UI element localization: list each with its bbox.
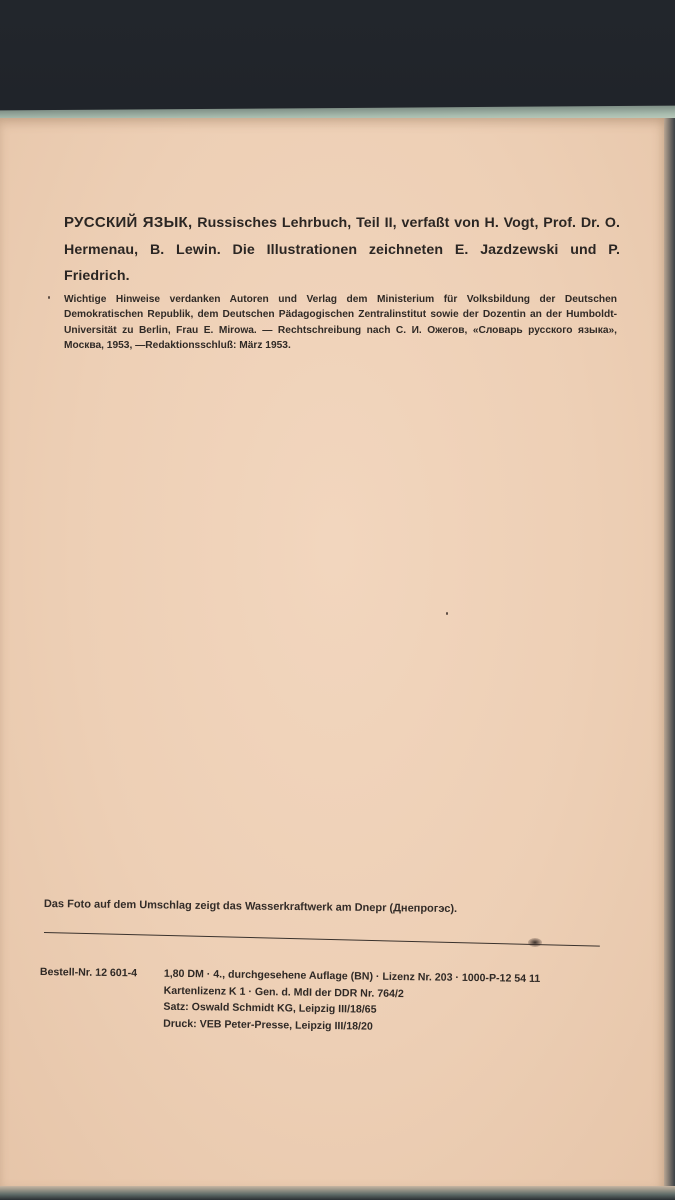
cover-photo-note: Das Foto auf dem Umschlag zeigt das Wasserkraftwerk am Dnepr (Днепрогэс). <box>43 897 458 916</box>
ink-stain <box>528 938 542 947</box>
paper-speck <box>48 296 50 299</box>
paper-speck <box>446 612 448 615</box>
credits-paragraph <box>64 210 620 290</box>
russian-title: РУССКИЙ ЯЗЫК, <box>64 214 193 231</box>
acknowledgements-paragraph: Wichtige Hinweise verdanken Autoren und Verlag dem Ministerium für Volksbildung der Deutschen Demokratischen Republik, dem Deutschen Pädagogischen Zentralinstitut sowie der Dozentin an der Humboldt-Universität zu Berlin, Frau E. Mirowa. — Rechtschreibung nach С. И. Ожегов, «Словарь русского языка», Москва, 1953, —Redaktionsschluß: März 1953. <box>64 294 617 352</box>
order-number: Bestell-Nr. 12 601-4 <box>39 965 138 980</box>
page-bottom-edge <box>0 1186 675 1200</box>
page-right-edge <box>664 118 675 1188</box>
printing-credit: Druck: VEB Peter-Presse, Leipzig III/18/20 <box>163 1017 373 1033</box>
imprint-block <box>39 964 620 1038</box>
typesetting-credit: Satz: Oswald Schmidt KG, Leipzig III/18/65 <box>163 1000 377 1016</box>
price-edition-license: 1,80 DM · 4., durchgesehene Auflage (BN) · Lizenz Nr. 203 · 1000-P-12 54 11 <box>163 967 541 985</box>
map-license: Kartenlizenz K 1 · Gen. d. MdI der DDR Nr. 764/2 <box>163 984 404 1000</box>
credits-text: Russisches Lehrbuch, Teil II, verfaßt von H. Vogt, Prof. Dr. O. Hermenau, B. Lewin. Die Illustrationen zeichneten E. Jazdzewski und P. Friedrich. <box>64 215 620 284</box>
